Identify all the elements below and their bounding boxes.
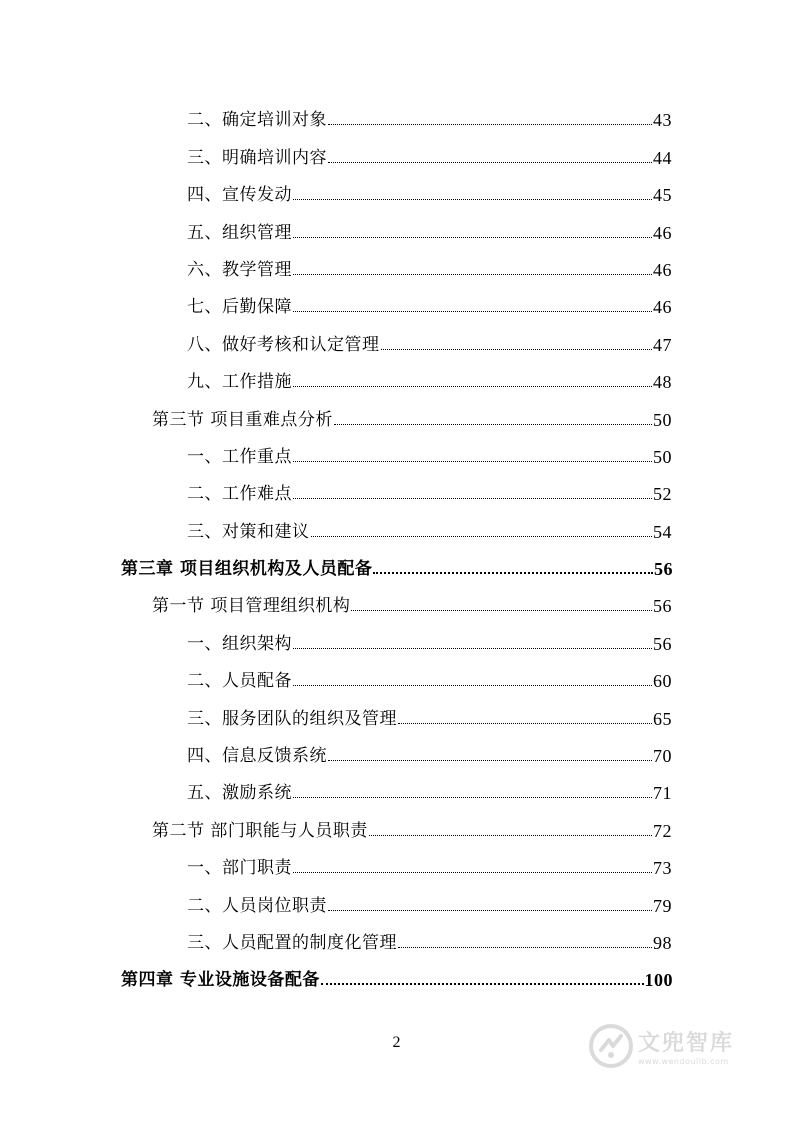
toc-entry-title: 第一节 项目管理组织机构 (152, 596, 351, 617)
watermark-logo-icon (588, 1023, 634, 1069)
toc-entry-inner (187, 784, 672, 810)
toc-entry-page: 70 (653, 746, 672, 767)
toc-entry-inner (187, 298, 672, 324)
toc-entry-inner (187, 186, 672, 212)
toc-entry[interactable] (0, 511, 793, 548)
toc-entry-title: 四、信息反馈系统 (187, 746, 327, 767)
toc-entry[interactable] (0, 960, 793, 997)
toc-entry-page: 60 (653, 671, 672, 692)
toc-entry-title: 一、部门职责 (187, 858, 292, 879)
toc-entry[interactable] (0, 474, 793, 511)
toc-entry-title: 第二节 部门职能与人员职责 (152, 820, 368, 841)
watermark-name: 文兜智库 (638, 1031, 735, 1056)
toc-leader-dots (293, 685, 652, 686)
toc-leader-dots (293, 498, 652, 499)
toc-entry-inner (187, 897, 672, 923)
page-number: 2 (392, 1034, 401, 1051)
toc-entry-title: 三、明确培训内容 (187, 147, 327, 168)
toc-leader-dots (398, 947, 652, 948)
toc-entry-page: 46 (653, 222, 672, 243)
toc-entry-page: 44 (653, 147, 672, 168)
toc-entry-page: 50 (653, 409, 672, 430)
watermark-url: www.wendoulib.com (638, 1057, 729, 1066)
toc-leader-dots (369, 835, 652, 836)
toc-entry-page: 48 (653, 372, 672, 393)
toc-entry[interactable] (0, 549, 793, 586)
toc-entry[interactable] (0, 586, 793, 623)
toc-entry[interactable] (0, 137, 793, 174)
toc-entry[interactable] (0, 287, 793, 324)
toc-entry-title: 二、工作难点 (187, 484, 292, 505)
toc-entry-title: 七、后勤保障 (187, 297, 292, 318)
toc-entry-inner (187, 336, 672, 362)
toc-entry-title: 八、做好考核和认定管理 (187, 334, 380, 355)
toc-entry-page: 79 (653, 895, 672, 916)
toc-entry-page: 46 (653, 297, 672, 318)
toc-entry-title: 第四章 专业设施设备配备 (121, 970, 320, 991)
toc-leader-dots (311, 536, 653, 537)
toc-entry-page: 46 (653, 259, 672, 280)
toc-entry-title: 三、人员配置的制度化管理 (187, 932, 397, 953)
toc-entry-title: 二、确定培训对象 (187, 110, 327, 131)
toc-entry-inner (187, 672, 672, 698)
toc-entry-inner (187, 373, 672, 399)
toc-entry[interactable] (0, 362, 793, 399)
toc-entry-inner (121, 971, 673, 997)
toc-entry-page: 47 (653, 334, 672, 355)
toc-entry-inner (187, 149, 672, 175)
toc-entry-title: 一、工作重点 (187, 446, 292, 467)
toc-leader-dots (328, 760, 652, 761)
toc-entry-inner (187, 485, 672, 511)
toc-entry-page: 65 (653, 708, 672, 729)
toc-entry[interactable] (0, 661, 793, 698)
toc-leader-dots (293, 872, 652, 873)
toc-entry-page: 100 (644, 970, 673, 991)
toc-entry[interactable] (0, 324, 793, 361)
toc-leader-dots (328, 910, 652, 911)
toc-entry-inner (152, 597, 672, 623)
toc-leader-dots (381, 349, 653, 350)
toc-entry-title: 第三章 项目组织机构及人员配备 (121, 559, 373, 580)
toc-entry-inner (187, 934, 672, 960)
toc-leader-dots (293, 274, 652, 275)
toc-entry-inner (187, 710, 672, 736)
toc-entry-title: 九、工作措施 (187, 372, 292, 393)
toc-entry-inner (187, 747, 672, 773)
toc-entry[interactable] (0, 698, 793, 735)
toc-entry-page: 56 (653, 596, 672, 617)
toc-entry-inner (187, 448, 672, 474)
toc-entry-page: 98 (653, 932, 672, 953)
toc-entry-inner (187, 859, 672, 885)
toc-leader-dots (398, 723, 652, 724)
toc-entry-title: 三、对策和建议 (187, 521, 310, 542)
toc-entry-page: 73 (653, 858, 672, 879)
toc-entry[interactable] (0, 773, 793, 810)
toc-entry[interactable] (0, 100, 793, 137)
toc-entry-inner (187, 523, 672, 549)
toc-entry-inner (187, 261, 672, 287)
toc-entry-page: 71 (653, 783, 672, 804)
toc-entry-title: 第三节 项目重难点分析 (152, 409, 333, 430)
toc-entry-inner (152, 411, 672, 437)
toc-leader-dots (334, 424, 652, 425)
toc-entry-page: 50 (653, 446, 672, 467)
toc-leader-dots (293, 237, 652, 238)
toc-entry[interactable] (0, 923, 793, 960)
toc-entry[interactable] (0, 848, 793, 885)
toc-entry-page: 52 (653, 484, 672, 505)
toc-leader-dots (293, 386, 652, 387)
toc-entry-page: 54 (653, 521, 672, 542)
toc-entry-inner (152, 822, 672, 848)
toc-entry[interactable] (0, 885, 793, 922)
toc-entry-title: 六、教学管理 (187, 259, 292, 280)
toc-leader-dots (328, 124, 652, 125)
toc-entry-title: 二、人员配备 (187, 671, 292, 692)
toc-entry-inner (187, 635, 672, 661)
toc-entry-inner (187, 224, 672, 250)
toc-entry-page: 56 (653, 633, 672, 654)
toc-leader-dots (321, 983, 644, 985)
toc-entry[interactable] (0, 810, 793, 847)
toc-entry[interactable] (0, 437, 793, 474)
toc-entry-page: 43 (653, 110, 672, 131)
toc-entry-inner (121, 560, 673, 586)
toc-leader-dots (293, 648, 652, 649)
watermark (588, 1018, 758, 1074)
toc-entry-title: 四、宣传发动 (187, 185, 292, 206)
toc-entry[interactable] (0, 736, 793, 773)
toc-entry[interactable] (0, 399, 793, 436)
toc-entry-title: 五、组织管理 (187, 222, 292, 243)
table-of-contents (0, 100, 793, 997)
toc-leader-dots (293, 311, 652, 312)
toc-entry-title: 五、激励系统 (187, 783, 292, 804)
toc-leader-dots (351, 610, 652, 611)
toc-entry[interactable] (0, 623, 793, 660)
toc-entry[interactable] (0, 250, 793, 287)
toc-entry-page: 56 (654, 559, 673, 580)
toc-leader-dots (293, 199, 652, 200)
toc-entry-title: 二、人员岗位职责 (187, 895, 327, 916)
toc-entry-title: 一、组织架构 (187, 633, 292, 654)
toc-entry-page: 72 (653, 820, 672, 841)
toc-entry-title: 三、服务团队的组织及管理 (187, 708, 397, 729)
toc-entry-page: 45 (653, 185, 672, 206)
toc-leader-dots (293, 797, 652, 798)
toc-leader-dots (328, 162, 652, 163)
toc-entry[interactable] (0, 212, 793, 249)
toc-entry[interactable] (0, 175, 793, 212)
toc-leader-dots (293, 461, 652, 462)
toc-leader-dots (373, 572, 653, 574)
toc-entry-inner (187, 111, 672, 137)
